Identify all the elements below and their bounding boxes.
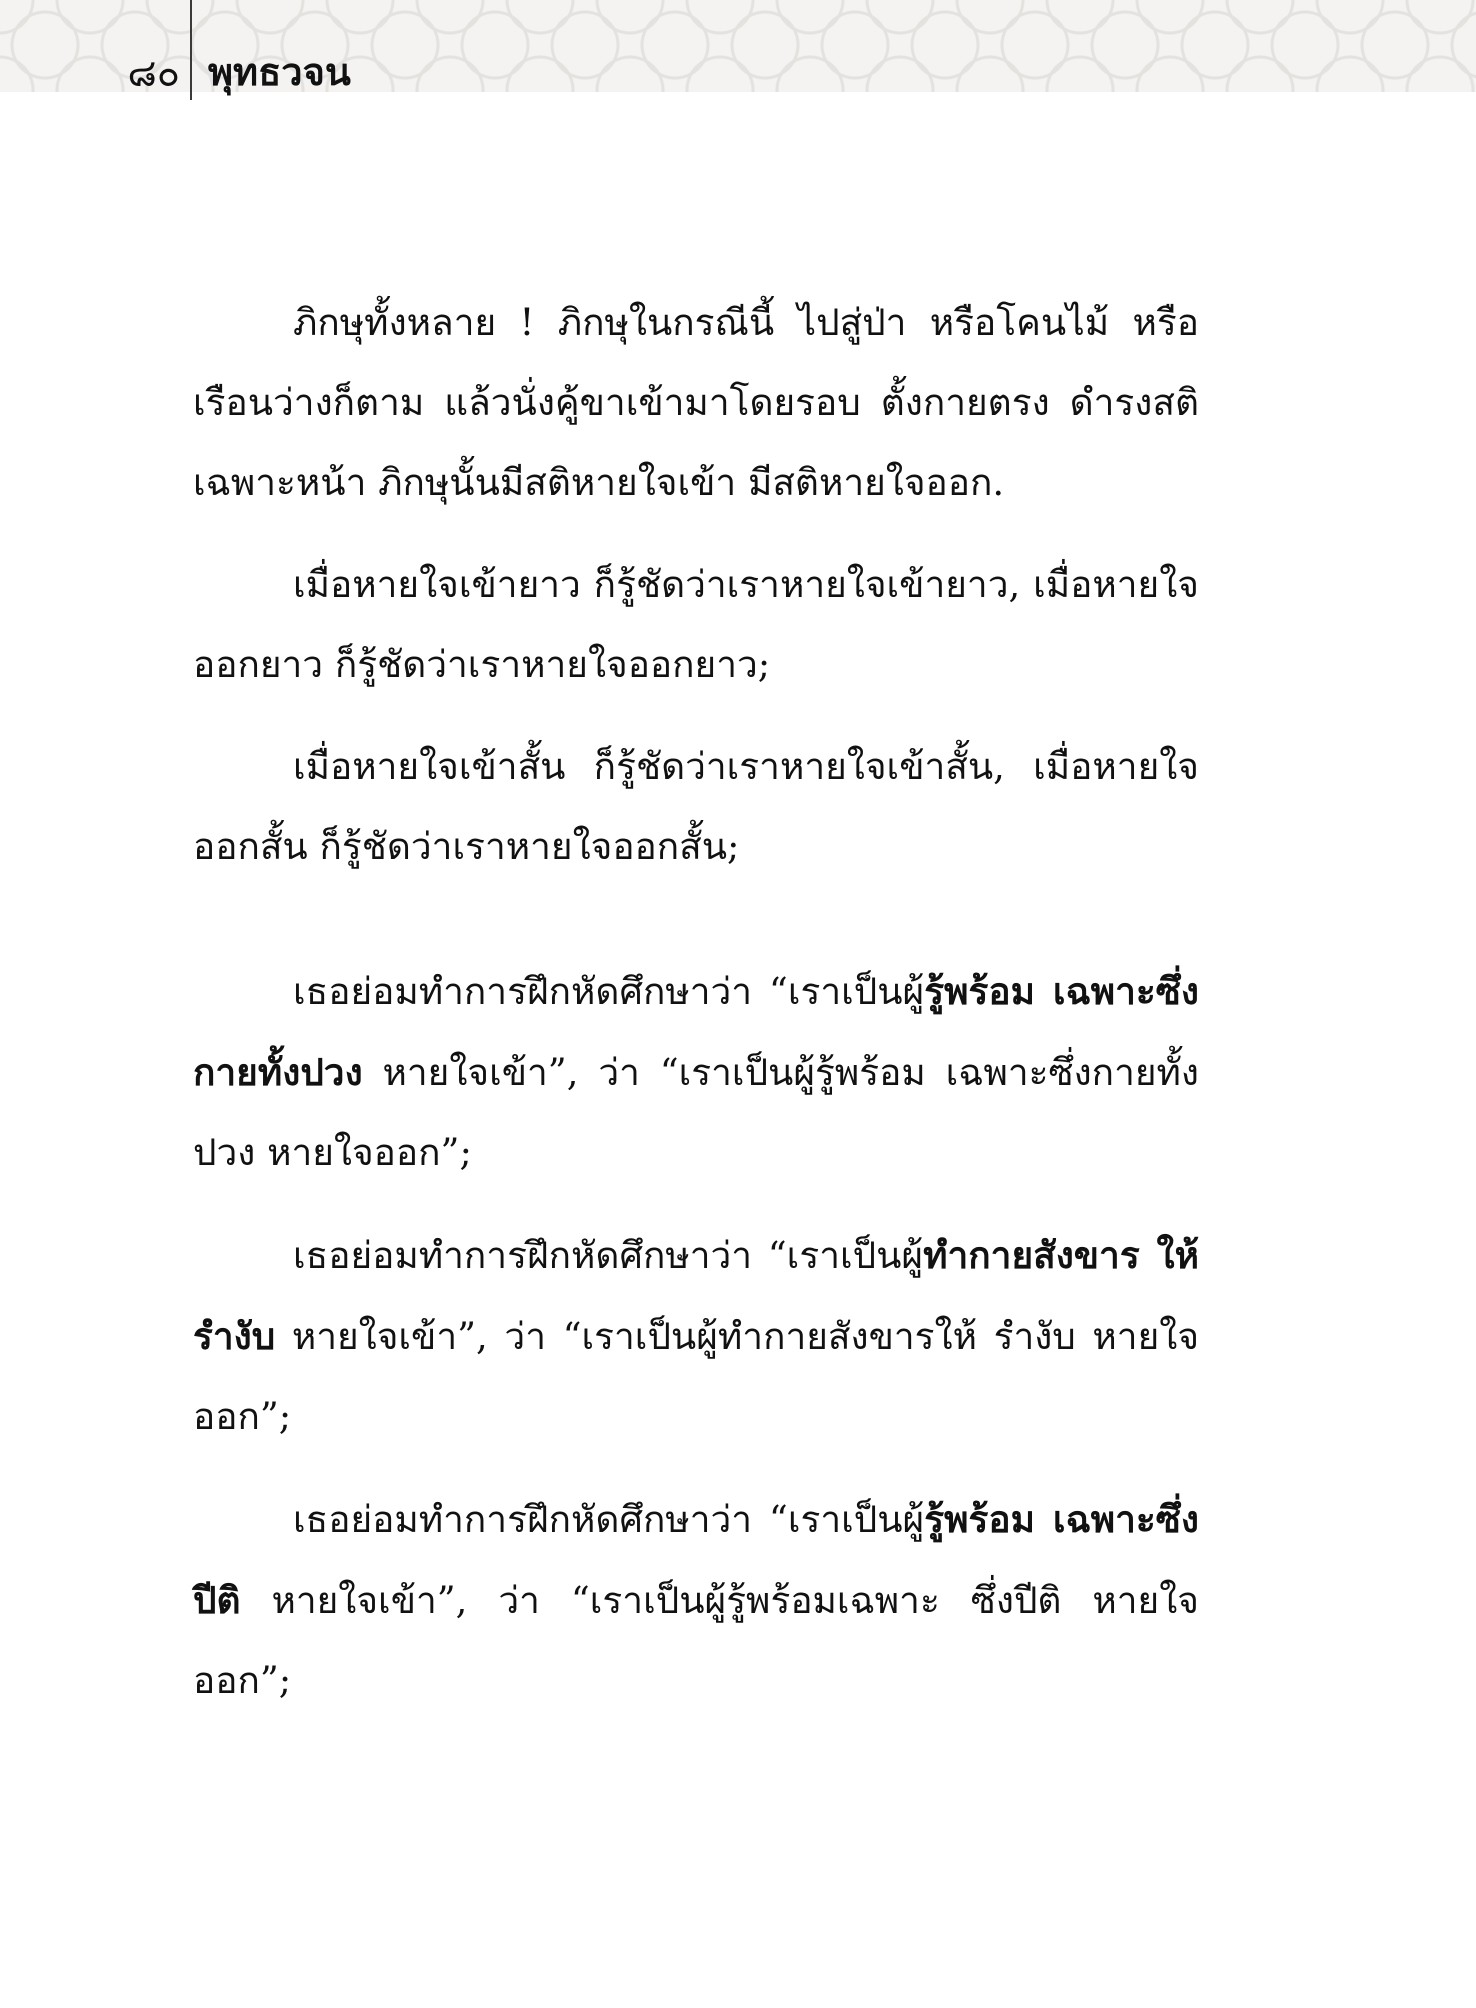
emphasis-text: ทำกายสังขาร ให้รำงับ	[193, 1233, 1199, 1358]
emphasis-text: รู้พร้อม เฉพาะซึ่งปีติ	[193, 1497, 1199, 1622]
paragraph-short-breath	[193, 727, 1199, 887]
paragraph-text: หายใจเข้า”, ว่า “เราเป็นผู้ทำกายสังขารให้ รำงับ หายใจออก”;	[193, 1315, 1199, 1438]
paragraph-intro	[193, 283, 1199, 523]
emphasis-text: รู้พร้อม เฉพาะซึ่งกายทั้งปวง	[193, 969, 1199, 1094]
paragraph-text: เธอย่อมทำการฝึกหัดศึกษาว่า “เราเป็นผู้	[293, 1234, 924, 1277]
paragraph-whole-body	[193, 951, 1199, 1193]
header-divider	[190, 0, 192, 100]
page-number: ๘๐	[127, 51, 180, 95]
paragraph-text: เมื่อหายใจเข้ายาว ก็รู้ชัดว่าเราหายใจเข้ายาว, เมื่อหายใจออกยาว ก็รู้ชัดว่าเราหายใจออกยาว;	[193, 563, 1199, 686]
book-title: พุทธวจน	[208, 49, 351, 94]
page-body	[193, 283, 1199, 1721]
paragraph-text: หายใจเข้า”, ว่า “เราเป็นผู้รู้พร้อมเฉพาะ ซึ่งปีติ หายใจออก”;	[193, 1579, 1199, 1702]
paragraph-text: เธอย่อมทำการฝึกหัดศึกษาว่า “เราเป็นผู้	[293, 1498, 925, 1541]
paragraph-text: ภิกษุทั้งหลาย ! ภิกษุในกรณีนี้ ไปสู่ป่า หรือโคนไม้ หรือ เรือนว่างก็ตาม แล้วนั่งคู้ขาเข้ามาโดยรอบ ตั้งกายตรง ดำรงสติเฉพาะหน้า ภิกษุนั้นมีสติหายใจเข้า มีสติหายใจออก.	[193, 301, 1199, 504]
paragraph-calm-body	[193, 1215, 1199, 1457]
paragraph-text: หายใจเข้า”, ว่า “เราเป็นผู้รู้พร้อม เฉพาะซึ่งกายทั้งปวง หายใจออก”;	[193, 1051, 1199, 1174]
paragraph-text: เธอย่อมทำการฝึกหัดศึกษาว่า “เราเป็นผู้	[293, 970, 925, 1013]
paragraph-long-breath	[193, 545, 1199, 705]
paragraph-piti	[193, 1479, 1199, 1721]
paragraph-text: เมื่อหายใจเข้าสั้น ก็รู้ชัดว่าเราหายใจเข้าสั้น, เมื่อหายใจออกสั้น ก็รู้ชัดว่าเราหายใจออกสั้น;	[193, 745, 1199, 868]
